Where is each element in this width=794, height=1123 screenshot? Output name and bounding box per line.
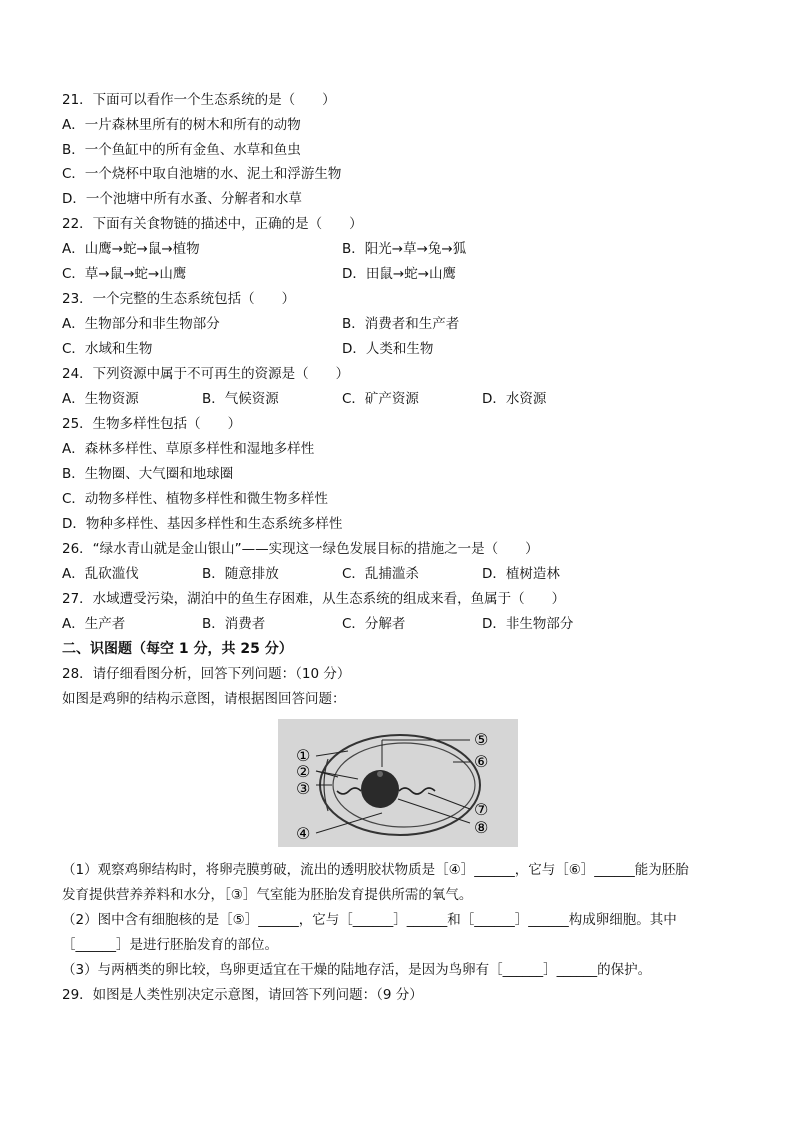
figure-label-5: ⑤ — [474, 730, 489, 749]
figure-label-2: ② — [296, 762, 311, 781]
q27-option-c: C．分解者 — [342, 616, 406, 632]
q25-option-d: D．物种多样性、基因多样性和生态系统多样性 — [62, 516, 343, 532]
q26-option-a: A．乱砍滥伐 — [62, 566, 139, 582]
q26-option-d: D．植树造林 — [482, 566, 560, 582]
figure-label-4: ④ — [296, 824, 311, 843]
section-heading: 二、识图题（每空 1 分，共 25 分） — [62, 641, 293, 657]
figure-label-3: ③ — [296, 779, 311, 798]
q27-option-d: D．非生物部分 — [482, 616, 574, 632]
q24-option-a: A．生物资源 — [62, 391, 139, 407]
q23-option-d: D．人类和生物 — [342, 341, 434, 357]
q24-stem: 24．下列资源中属于不可再生的资源是（ ） — [62, 366, 350, 382]
q27-option-a: A．生产者 — [62, 616, 126, 632]
q28-part3: （3）与两栖类的卵比较，鸟卵更适宜在干燥的陆地存活，是因为鸟卵有［______］______的保护。 — [62, 962, 652, 978]
q25-option-b: B．生物圈、大气圈和地球圈 — [62, 466, 234, 482]
q22-option-d: D．田鼠→蛇→山鹰 — [342, 266, 457, 282]
q28-part1-line2: 发育提供营养养料和水分，［③］气室能为胚胎发育提供所需的氧气。 — [62, 887, 473, 903]
egg-structure-figure — [278, 719, 518, 847]
q26-option-b: B．随意排放 — [202, 566, 279, 582]
q21-option-c: C．一个烧杯中取自池塘的水、泥土和浮游生物 — [62, 166, 342, 182]
q22-option-b: B．阳光→草→兔→狐 — [342, 241, 467, 257]
q28-part2-line2: ［______］是进行胚胎发育的部位。 — [62, 937, 278, 953]
q23-option-b: B．消费者和生产者 — [342, 316, 460, 332]
q21-option-d: D．一个池塘中所有水蚤、分解者和水草 — [62, 191, 302, 207]
q25-option-a: A．森林多样性、草原多样性和湿地多样性 — [62, 441, 315, 457]
q25-stem: 25．生物多样性包括（ ） — [62, 416, 242, 432]
figure-label-1: ① — [296, 746, 311, 765]
q29-stem: 29．如图是人类性别决定示意图，请回答下列问题：（9 分） — [62, 987, 423, 1003]
q21-stem: 21．下面可以看作一个生态系统的是（ ） — [62, 92, 336, 108]
q23-option-a: A．生物部分和非生物部分 — [62, 316, 220, 332]
q26-option-c: C．乱捕滥杀 — [342, 566, 419, 582]
q24-option-d: D．水资源 — [482, 391, 547, 407]
q22-option-a: A．山鹰→蛇→鼠→植物 — [62, 241, 200, 257]
figure-label-6: ⑥ — [474, 752, 489, 771]
q25-option-c: C．动物多样性、植物多样性和微生物多样性 — [62, 491, 328, 507]
q28-stem: 28．请仔细看图分析，回答下列问题：（10 分） — [62, 666, 351, 682]
q21-option-b: B．一个鱼缸中的所有金鱼、水草和鱼虫 — [62, 142, 301, 158]
q24-option-c: C．矿产资源 — [342, 391, 419, 407]
q23-stem: 23．一个完整的生态系统包括（ ） — [62, 291, 296, 307]
q22-option-c: C．草→鼠→蛇→山鹰 — [62, 266, 187, 282]
q26-stem: 26．“绿水青山就是金山银山”——实现这一绿色发展目标的措施之一是（ ） — [62, 541, 539, 557]
q22-stem: 22．下面有关食物链的描述中，正确的是（ ） — [62, 216, 363, 232]
q21-option-a: A．一片森林里所有的树木和所有的动物 — [62, 117, 301, 133]
q28-intro: 如图是鸡卵的结构示意图，请根据图回答问题： — [62, 691, 346, 707]
q28-part2-line1: （2）图中含有细胞核的是［⑤］______，它与［______］______和［______］______构成卵细胞。其中 — [62, 912, 677, 928]
q27-stem: 27．水域遭受污染，湖泊中的鱼生存困难，从生态系统的组成来看，鱼属于（ ） — [62, 591, 566, 607]
q24-option-b: B．气候资源 — [202, 391, 279, 407]
figure-label-8: ⑧ — [474, 818, 489, 837]
q27-option-b: B．消费者 — [202, 616, 266, 632]
q23-option-c: C．水域和生物 — [62, 341, 153, 357]
figure-label-7: ⑦ — [474, 800, 489, 819]
q28-part1-line1: （1）观察鸡卵结构时，将卵壳膜剪破，流出的透明胶状物质是［④］______，它与［⑥］______能为胚胎 — [62, 862, 689, 878]
